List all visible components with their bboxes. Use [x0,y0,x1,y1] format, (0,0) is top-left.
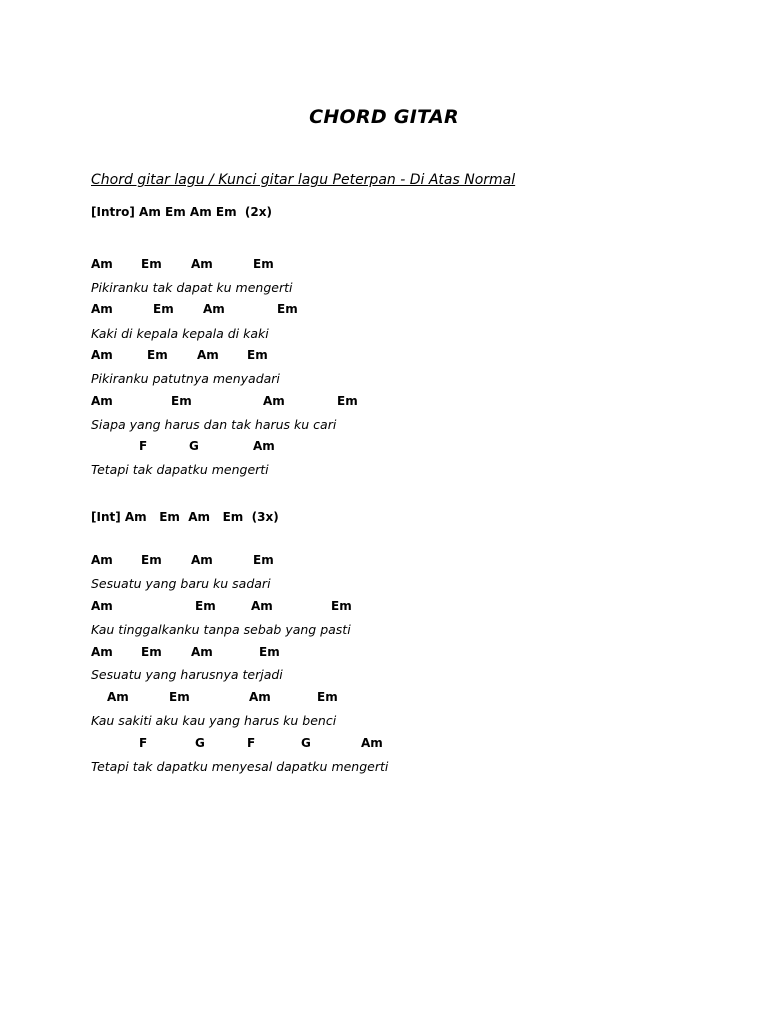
lyric-line: Sesuatu yang baru ku sadari [91,576,271,591]
chord: Em [253,553,274,567]
chord-row-v2-3 [0,645,768,661]
chord-row-v2-5 [0,736,768,752]
chord: Am [191,645,213,659]
chord: Em [337,394,358,408]
chord: Em [277,302,298,316]
lyric-line: Kaki di kepala kepala di kaki [91,326,269,341]
chord: Am [91,302,113,316]
chord-row-v1-2 [0,302,768,318]
chord-row-v2-4 [0,690,768,706]
chord: G [301,736,311,750]
chord: Am [91,645,113,659]
chord: Em [141,553,162,567]
chord: F [139,439,148,453]
chord: Am [107,690,129,704]
chord-row-v1-1 [0,257,768,273]
chord: Em [141,257,162,271]
chord-row-v2-2 [0,599,768,615]
chord: Am [91,394,113,408]
chord: Am [251,599,273,613]
chord: Em [253,257,274,271]
chord: Am [191,553,213,567]
lyric-line: Kau tinggalkanku tanpa sebab yang pasti [91,622,351,637]
lyric-line: Siapa yang harus dan tak harus ku cari [91,417,337,432]
chord: Em [147,348,168,362]
chord: Em [317,690,338,704]
song-subtitle: Chord gitar lagu / Kunci gitar lagu Peterpan - Di Atas Normal [91,172,516,188]
lyric-line: Tetapi tak dapatku mengerti [91,462,269,477]
chord: Em [171,394,192,408]
chord: F [247,736,256,750]
chord: Am [197,348,219,362]
chord: Em [141,645,162,659]
chord: Em [259,645,280,659]
chord-row-v1-5 [0,439,768,455]
chord: Am [91,348,113,362]
chord: Em [247,348,268,362]
chord: Am [203,302,225,316]
chord-row-v1-4 [0,394,768,410]
interlude-line: [Int] Am Em Am Em (3x) [91,510,279,524]
chord: Am [249,690,271,704]
chord: G [189,439,199,453]
lyric-line: Pikiranku tak dapat ku mengerti [91,280,293,295]
lyric-line: Pikiranku patutnya menyadari [91,371,280,386]
chord: Am [361,736,383,750]
chord: Am [91,599,113,613]
chord: Em [331,599,352,613]
page-title: CHORD GITAR [309,106,459,128]
intro-line: [Intro] Am Em Am Em (2x) [91,205,272,219]
chord: Em [195,599,216,613]
chord: Am [253,439,275,453]
chord: G [195,736,205,750]
chord: F [139,736,148,750]
chord-row-v1-3 [0,348,768,364]
chord: Em [153,302,174,316]
chord: Am [91,553,113,567]
chord: Am [91,257,113,271]
lyric-line: Kau sakiti aku kau yang harus ku benci [91,713,337,728]
chord-row-v2-1 [0,553,768,569]
chord: Am [191,257,213,271]
lyric-line: Sesuatu yang harusnya terjadi [91,667,283,682]
chord: Am [263,394,285,408]
chord: Em [169,690,190,704]
lyric-line: Tetapi tak dapatku menyesal dapatku mengerti [91,759,389,774]
